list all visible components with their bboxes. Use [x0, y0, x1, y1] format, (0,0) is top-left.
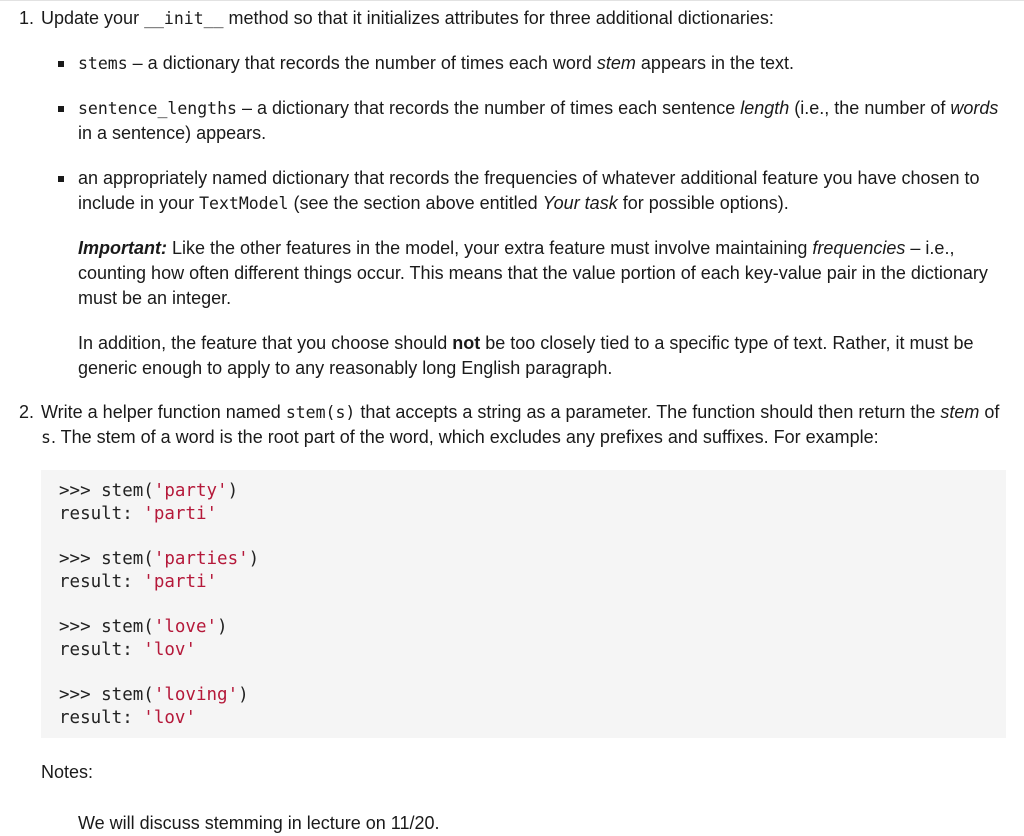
bullet-extra-feature: an appropriately named dictionary that records the frequencies of whatever additional feature you have chosen to include in your TextModel (see the section above entitled Your task for possible options).	[41, 166, 1006, 216]
step-2	[0, 400, 1024, 836]
notes-first-line: We will discuss stemming in lecture on 11/20.	[78, 812, 440, 833]
step-1-text: Update your __init__ method so that it initializes attributes for three additional dictionaries:	[41, 8, 774, 28]
code-example-block: >>> stem('party') result: 'parti' >>> stem('parties') result: 'parti' >>> stem('love') result: 'lov' >>> stem('loving') result: 'lov'	[41, 470, 1006, 738]
addition-note: In addition, the feature that you choose should not be too closely tied to a specific type of text. Rather, it must be generic enough to apply to any reasonably long English paragraph.	[78, 333, 974, 378]
inline-code: stem(s)	[285, 403, 356, 422]
dictionary-bullets	[41, 51, 1006, 216]
step-number: 1.	[19, 8, 35, 28]
instructions-list	[0, 6, 1024, 836]
inline-code: __init__	[144, 9, 224, 28]
important-note: Important: Like the other features in the model, your extra feature must involve maintaining frequencies – i.e., counting how often different things occur. This means that the value portion of each key-value pair in the dictionary must be an integer.	[78, 238, 988, 308]
bullet-stems: stems – a dictionary that records the number of times each word stem appears in the text.	[41, 51, 1006, 76]
step-number: 2.	[19, 402, 35, 422]
inline-code: stems	[78, 54, 128, 73]
step-2-text: Write a helper function named stem(s) that accepts a string as a parameter. The function should then return the stem of s. The stem of a word is the root part of the word, which excludes any prefixes and suffixes. For example:	[41, 402, 1000, 447]
inline-code: s	[41, 428, 51, 447]
inline-code: sentence_lengths	[78, 99, 237, 118]
inline-code: TextModel	[199, 194, 289, 213]
notes-label: Notes:	[41, 761, 94, 782]
step-1	[0, 6, 1024, 381]
bullet-sentence-lengths: sentence_lengths – a dictionary that records the number of times each sentence length (i.e., the number of words in a sentence) appears.	[41, 96, 1006, 146]
top-divider	[0, 0, 1024, 1]
